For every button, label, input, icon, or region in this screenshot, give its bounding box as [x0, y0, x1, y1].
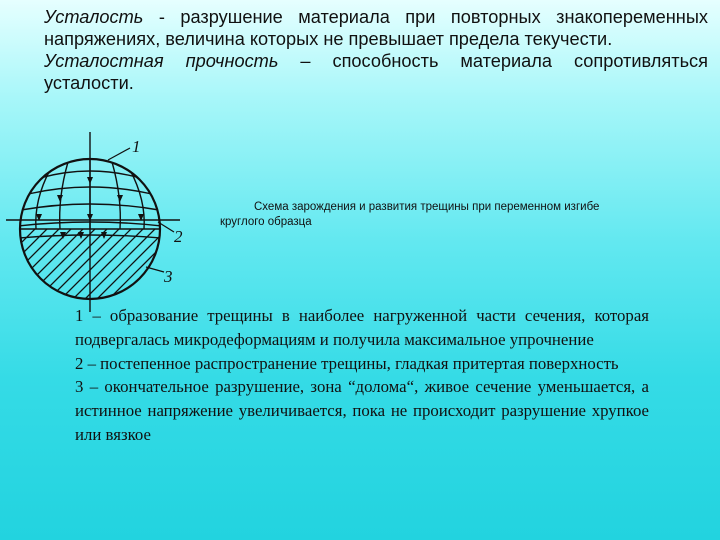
definition-fatigue-strength: [8, 50, 708, 94]
crack-diagram: [0, 122, 200, 312]
note-item-2: 2 – постепенное распространение трещины, гладкая притертая поверхность: [75, 353, 619, 373]
diagram-caption: [220, 200, 690, 230]
definition-fatigue-strength-text: – способность материала сопротивляться усталости.: [44, 51, 708, 93]
label-2: 2: [174, 227, 183, 246]
term-fatigue: Усталость: [44, 7, 144, 27]
intro-text: [8, 6, 708, 94]
leader-3: [146, 267, 164, 272]
definition-fatigue: [8, 6, 708, 50]
definition-fatigue-text: - разрушение материала при повторных знакопеременных напряжениях, величина которых не превышает предела текучести.: [44, 7, 708, 49]
legend-notes: [29, 304, 649, 447]
label-1: 1: [132, 137, 141, 156]
caption-line-2: круглого образца: [220, 216, 312, 228]
label-3: 3: [164, 267, 173, 286]
leader-1: [108, 148, 130, 160]
term-fatigue-strength: Усталостная прочность: [44, 51, 279, 71]
caption-line-1: Схема зарождения и развития трещины при переменном изгибе: [254, 201, 600, 213]
note-item-3: 3 – окончательное разрушение, зона “долома“, живое сечение уменьшается, а истинное напряжение увеличивается, пока не происходит разрушение хрупкое или вязкое: [75, 377, 649, 444]
note-item-1: 1 – образование трещины в наиболее нагруженной части сечения, которая подвергалась микродеформациям и получила максимальное упрочнение: [75, 306, 649, 349]
